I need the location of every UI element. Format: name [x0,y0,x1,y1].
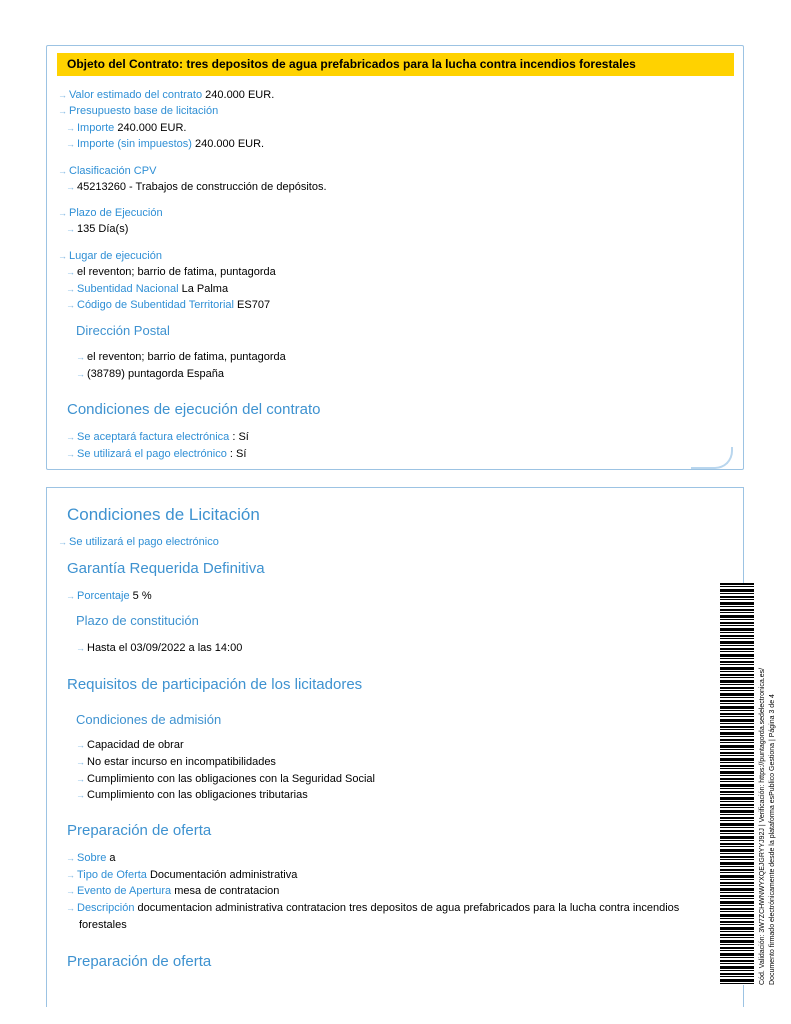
arrow-right-icon: → [58,90,67,100]
descripcion-continuation: forestales [79,919,127,931]
presupuesto-label: Presupuesto base de licitación [69,105,219,117]
importe-row [66,121,186,135]
direccion-line-1: → el reventon; barrio de fatima, puntagorda [76,351,286,363]
evento-apertura-row [66,884,279,898]
arrow-right-icon: → [76,774,85,784]
pago-electronico-licitacion-row: → Se utilizará el pago electrónico [58,536,219,548]
plazo-constitucion-heading: Plazo de constitución [76,613,199,628]
preparacion-oferta-heading: Preparación de oferta [67,822,212,839]
sobre-label: Sobre [77,852,107,864]
descripcion-row [66,901,679,915]
arrow-right-icon: → [58,106,67,116]
lugar-ejecucion-value-row [66,265,276,279]
porcentaje-value: 5 % [132,590,152,602]
direccion-line-2: → (38789) puntagorda España [76,368,224,380]
factura-electronica-value: Sí [238,431,249,443]
pago-electronico-label: Se utilizará el pago electrónico [77,448,227,460]
arrow-right-icon: → [76,643,85,653]
arrow-right-icon: → [66,284,75,294]
sobre-row [66,851,116,865]
descripcion-label: Descripción [77,902,135,914]
arrow-right-icon: → [66,267,75,277]
codigo-subentidad-label: Código de Subentidad Territorial [77,299,234,311]
arrow-right-icon: → [76,757,85,767]
porcentaje-row [66,589,152,603]
cpv-label: Clasificación CPV [69,165,157,177]
validation-line-1: Cód. Validación: 3W7ZCHWNWYXQEJGRYYJ92J | Verificación: https://puntagorda.sedelectronica.es/ [759,667,766,985]
arrow-right-icon: → [66,123,75,133]
subentidad-row [66,282,228,296]
cpv-row [58,164,156,178]
valor-estimado-label: Valor estimado del contrato [69,89,203,101]
arrow-right-icon: → [66,853,75,863]
arrow-right-icon: → [66,886,75,896]
lugar-ejecucion-value: el reventon; barrio de fatima, puntagorda [77,266,276,278]
subentidad-value: La Palma [181,283,229,295]
codigo-subentidad-value: ES707 [237,299,271,311]
arrow-right-icon: → [58,166,67,176]
pago-electronico-row: → Se utilizará el pago electrónico : Sí [66,448,247,460]
factura-electronica-row: → Se aceptará factura electrónica : Sí [66,431,249,443]
validation-text [758,583,782,985]
arrow-right-icon: → [66,182,75,192]
evento-apertura-label: Evento de Apertura [77,885,172,897]
garantia-heading: Garantía Requerida Definitiva [67,560,265,577]
lugar-ejecucion-label: Lugar de ejecución [69,250,162,262]
sobre-value: a [109,852,116,864]
admision-item: → Capacidad de obrar [76,739,184,751]
condiciones-admision-heading: Condiciones de admisión [76,712,222,727]
arrow-right-icon: → [58,537,67,547]
arrow-right-icon: → [66,432,75,442]
subentidad-label: Subentidad Nacional [77,283,179,295]
arrow-right-icon: → [58,251,67,261]
factura-electronica-label: Se aceptará factura electrónica [77,431,230,443]
importe-sin-impuestos-value: 240.000 EUR. [195,138,265,150]
condiciones-ejecucion-heading: Condiciones de ejecución del contrato [67,401,321,418]
preparacion-oferta-heading-2: Preparación de oferta [67,953,212,970]
condiciones-licitacion-heading: Condiciones de Licitación [67,505,260,524]
contract-object-banner: Objeto del Contrato: tres depositos de agua prefabricados para la lucha contra incendios forestales [57,53,734,76]
valor-estimado-value: 240.000 EUR. [205,89,275,101]
arrow-right-icon: → [66,591,75,601]
valor-estimado-row [58,88,274,102]
tipo-oferta-value: Documentación administrativa [149,869,298,881]
importe-sin-impuestos-row [66,137,264,151]
plazo-ejecucion-label: Plazo de Ejecución [69,207,163,219]
barcode-image [720,583,754,985]
admision-item: → No estar incurso en incompatibilidades [76,756,276,768]
arrow-right-icon: → [76,740,85,750]
tipo-oferta-label: Tipo de Oferta [77,869,147,881]
arrow-right-icon: → [58,208,67,218]
plazo-ejecucion-value-row [66,222,128,236]
importe-label: Importe [77,122,115,134]
pago-electronico-value: Sí [235,448,247,460]
direccion-postal-heading: Dirección Postal [76,323,170,338]
cpv-value-row [66,180,327,194]
arrow-right-icon: → [66,449,75,459]
porcentaje-label: Porcentaje [77,590,130,602]
admision-item: → Cumplimiento con las obligaciones con la Seguridad Social [76,773,375,785]
arrow-right-icon: → [76,352,85,362]
lugar-ejecucion-row [58,249,162,263]
tipo-oferta-row [66,868,297,882]
codigo-subentidad-row [66,298,270,312]
descripcion-value: documentacion administrativa contratacion tres depositos de agua prefabricados para la lucha contra incendios [137,902,680,914]
cpv-value: 45213260 - Trabajos de construcción de depósitos. [77,181,327,193]
evento-apertura-value: mesa de contratacion [174,885,280,897]
arrow-right-icon: → [66,300,75,310]
arrow-right-icon: → [66,224,75,234]
admision-item: → Cumplimiento con las obligaciones tributarias [76,789,308,801]
validation-line-2: Documento firmado electrónicamente desde la plataforma esPublico Gestiona | Página 3 de 4 [769,694,776,985]
importe-sin-impuestos-label: Importe (sin impuestos) [77,138,192,150]
arrow-right-icon: → [76,369,85,379]
arrow-right-icon: → [76,790,85,800]
arrow-right-icon: → [66,903,75,913]
plazo-constitucion-row: → Hasta el 03/09/2022 a las 14:00 [76,642,243,654]
plazo-ejecucion-row [58,206,163,220]
arrow-right-icon: → [66,870,75,880]
requisitos-heading: Requisitos de participación de los licitadores [67,676,363,693]
importe-value: 240.000 EUR. [117,122,187,134]
panel-corner-decoration [691,447,733,469]
presupuesto-row [58,104,218,118]
plazo-ejecucion-value: 135 Día(s) [77,223,129,235]
arrow-right-icon: → [66,139,75,149]
